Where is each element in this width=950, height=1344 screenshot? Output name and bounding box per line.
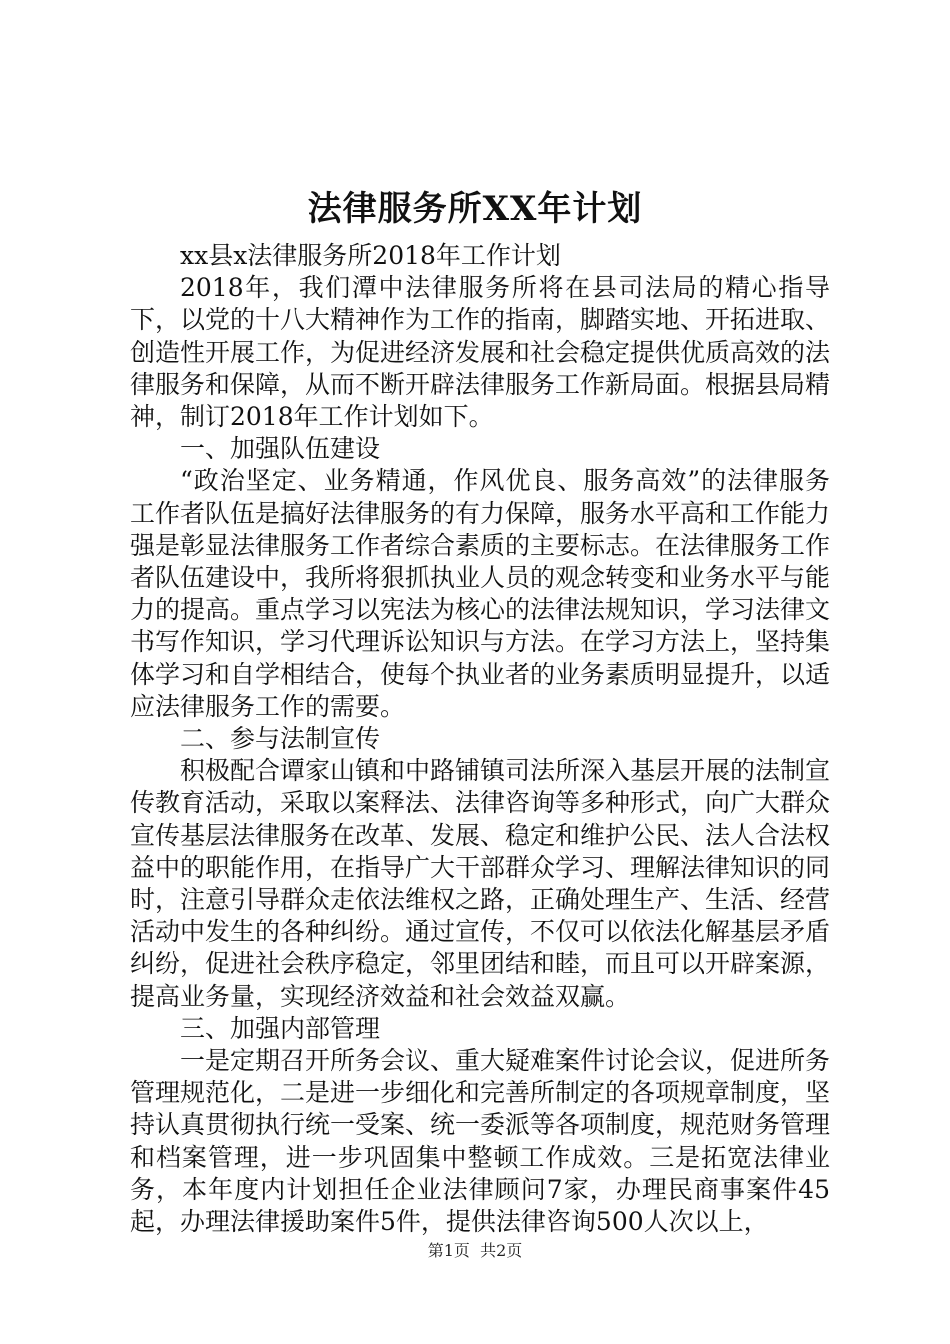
section-heading-3: 三、加强内部管理 <box>180 1013 381 1043</box>
section-paragraph-3: 一是定期召开所务会议、重大疑难案件讨论会议，促进所务管理规范化，二是进一步细化和完善所制定的各项规章制度，坚持认真贯彻执行统一受案、统一委派等各项制度，规范财务管理和档案管理，进一步巩固集中整顿工作成效。三是拓宽法律业务，本年度内计划担任企业法律顾问7家，办理民商事案件45起，办理法律援助案件5件，提供法律咨询500人次以上， <box>130 1046 831 1237</box>
page-footer <box>0 1240 950 1262</box>
section-paragraph-1: “政治坚定、业务精通，作风优良、服务高效”的法律服务工作者队伍是搞好法律服务的有力保障，服务水平高和工作能力强是彰显法律服务工作者综合素质的主要标志。在法律服务工作者队伍建设中，我所将狠抓执业人员的观念转变和业务水平与能力的提高。重点学习以宪法为核心的法律法规知识，学习法律文书写作知识，学习代理诉讼知识与方法。在学习方法上，坚持集体学习和自学相结合，使每个执业者的业务素质明显提升，以适应法律服务工作的需要。 <box>130 466 831 721</box>
page-number-label: 第1页 共2页 <box>427 1241 523 1260</box>
section-paragraph-2: 积极配合谭家山镇和中路铺镇司法所深入基层开展的法制宣传教育活动，采取以案释法、法律咨询等多种形式，向广大群众宣传基层法律服务在改革、发展、稳定和维护公民、法人合法权益中的职能作用，在指导广大干部群众学习、理解法律知识的同时，注意引导群众走依法维权之路，正确处理生产、生活、经营活动中发生的各种纠纷。通过宣传，不仅可以依法化解基层矛盾纠纷，促进社会秩序稳定，邻里团结和睦，而且可以开辟案源，提高业务量，实现经济效益和社会效益双赢。 <box>130 756 831 1011</box>
document-body <box>130 240 830 1238</box>
section-heading-2: 二、参与法制宣传 <box>180 724 381 754</box>
section-heading-1: 一、加强队伍建设 <box>180 434 381 464</box>
intro-paragraph: 2018年，我们潭中法律服务所将在县司法局的精心指导下，以党的十八大精神作为工作的指南，脚踏实地、开拓进取、创造性开展工作，为促进经济发展和社会稳定提供优质高效的法律服务和保障，从而不断开辟法律服务工作新局面。根据县局精神，制订2018年工作计划如下。 <box>130 273 831 432</box>
document-subtitle: xx县x法律服务所2018年工作计划 <box>180 241 561 270</box>
document-title: 法律服务所XX年计划 <box>307 189 643 229</box>
